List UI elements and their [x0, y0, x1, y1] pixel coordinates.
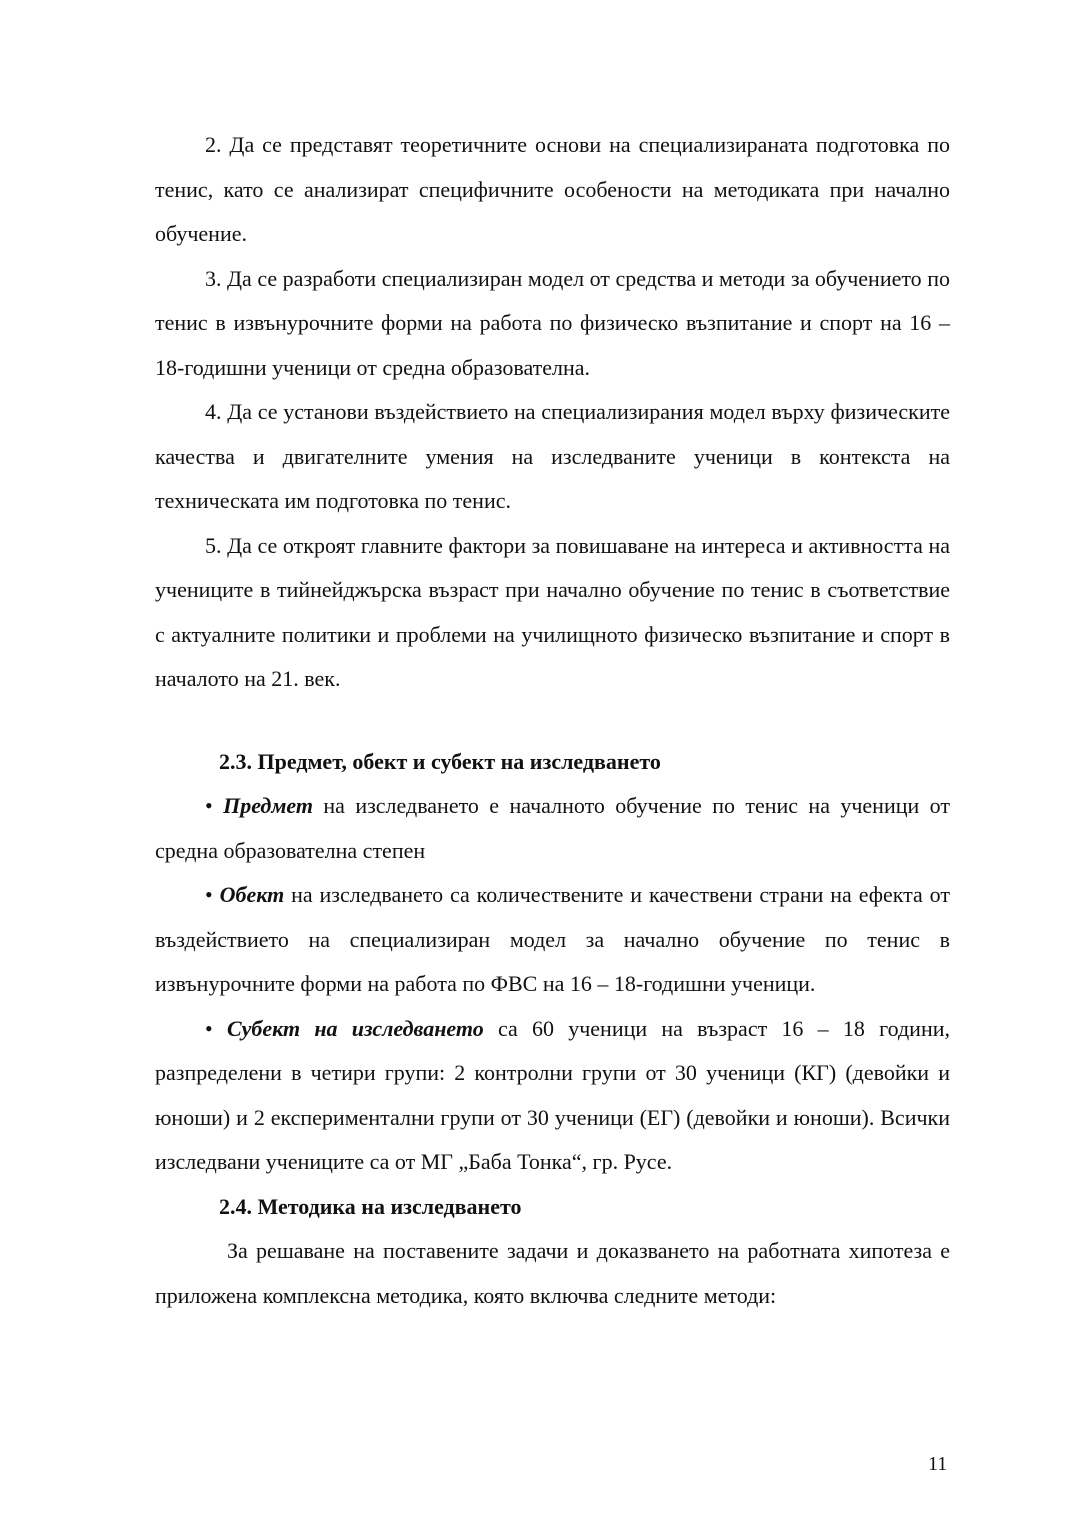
page-body	[155, 123, 950, 1318]
objective-2: 2. Да се представят теоретичните основи на специализираната подготовка по тенис, като се анализират специфичните особености на методиката при начално обучение.	[155, 132, 950, 246]
bullet-lead-obekt: Обект	[219, 882, 285, 907]
section-2-3-heading: 2.3. Предмет, обект и субект на изследването	[219, 748, 661, 774]
page-number: 11	[928, 1453, 948, 1475]
bullet-lead-predmet: Предмет	[223, 793, 313, 818]
section-2-4-heading: 2.4. Методика на изследването	[219, 1193, 522, 1219]
bullet-marker: •	[205, 882, 213, 907]
section-spacer	[155, 702, 950, 740]
bullet-subject-matter	[155, 784, 950, 873]
bullet-marker: •	[205, 1015, 213, 1041]
objective-3: 3. Да се разработи специализиран модел от средства и методи за обучението по тенис в извънурочните форми на работа по физическо възпитание и спорт на 16 – 18-годишни ученици от средна образователна.	[155, 265, 950, 380]
objective-4: 4. Да се установи въздействието на специализирания модел върху физическите качества и двигателните умения на изследваните ученици в контекста на техническата им подготовка по тенис.	[155, 399, 950, 513]
objective-5: 5. Да се откроят главните фактори за повишаване на интереса и активността на учениците в тийнейджърска възраст при начално обучение по тенис в съответствие с актуалните политики и проблеми на училищното физическо възпитание и спорт в началото на 21. век.	[155, 532, 950, 691]
bullet-object	[155, 873, 950, 1007]
bullet-text: на изследването са количествените и качествени страни на ефекта от въздействието на специализиран модел за начално обучение по тенис в извънурочните форми на работа по ФВС на 16 – 18-годишни ученици.	[155, 882, 950, 996]
bullet-lead-subekt: Субект на изследването	[226, 1015, 484, 1041]
methodology-intro: За решаване на поставените задачи и доказването на работната хипотеза е приложена комплексна методика, която включва следните методи:	[155, 1238, 950, 1308]
bullet-text: са 60 ученици на възраст 16 – 18 години, разпределени в четири групи: 2 контролни групи от 30 ученици (КГ) (девойки и юноши) и 2 експериментални групи от 30 ученици (ЕГ) (девойки и юноши). Всички изследвани учениците са от МГ „Баба Тонка“, гр. Русе.	[155, 1015, 951, 1174]
bullet-subject	[155, 1007, 950, 1185]
bullet-text: на изследването е началното обучение по тенис на ученици от средна образователна степен	[155, 793, 950, 863]
bullet-marker: •	[205, 793, 213, 818]
